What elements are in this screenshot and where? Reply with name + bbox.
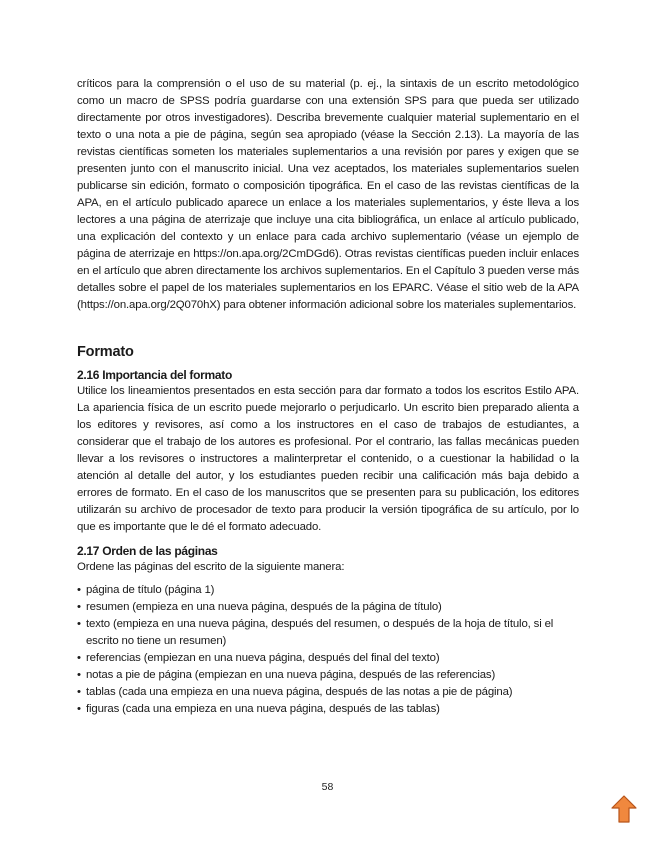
bullet-icon: •: [77, 669, 81, 681]
bullet-icon: •: [77, 703, 81, 715]
paragraph-2-17-intro: Ordene las páginas del escrito de la siguiente manera:: [77, 561, 345, 573]
list-item: • página de título (página 1): [77, 582, 579, 599]
intro-paragraph: críticos para la comprensión o el uso de su material (p. ej., la sintaxis de un escrito metodológico como un macro de SPSS podría guardarse con una extensión SPS para que pueda ser utilizado directamente por otros investigadores). Describa brevemente cualquier material suplementario en el texto o una nota a pie de página, según sea apropiado (véase la Sección 2.13). La mayoría de las revistas científicas someten los materiales suplementarios a una revisión por pares y exigen que se presenten junto con el manuscrito inicial. Una vez aceptados, los materiales suplementarios suelen publicarse sin edición, formato o composición tipográfica. En el caso de las revistas científicas de la APA, en el artículo publicado aparece un enlace a los materiales suplementarios, y éste lleva a los lectores a una página de aterrizaje que incluye una cita bibliográfica, un enlace al artículo publicado, una explicación del contexto y un enlace para cada archivo suplementario (véase un ejemplo de página de aterrizaje en https://on.apa.org/2CmDGd6). Otras revistas científicas pueden incluir enlaces en el artículo que abren directamente los archivos suplementarios. En el Capítulo 3 pueden verse más detalles sobre el papel de los materiales suplementarios en los EPARC. Véase el sitio web de la APA (https://on.apa.org/2Q070hX) para obtener información adicional sobre los materiales suplementarios.: [77, 78, 579, 311]
section-heading-formato: Formato: [77, 344, 134, 360]
list-item: • resumen (empieza en una nueva página, después de la página de título): [77, 599, 579, 616]
heading-2-17: 2.17 Orden de las páginas: [77, 544, 218, 558]
page-order-list: [77, 582, 579, 718]
list-item: • figuras (cada una empieza en una nueva página, después de las tablas): [77, 701, 579, 718]
page-number: 58: [321, 781, 334, 793]
bullet-icon: •: [77, 652, 81, 664]
document-page: [77, 76, 579, 718]
bullet-icon: •: [77, 618, 81, 630]
list-item: • referencias (empiezan en una nueva página, después del final del texto): [77, 650, 579, 667]
list-item: • texto (empieza en una nueva página, después del resumen, o después de la hoja de título, si el escrito no tiene un resumen): [77, 618, 554, 647]
bullet-icon: •: [77, 686, 81, 698]
paragraph-2-16: Utilice los lineamientos presentados en esta sección para dar formato a todos los escritos Estilo APA. La apariencia física de un escrito puede mejorarlo o perjudicarlo. Un escrito bien preparado alienta a los editores y revisores, así como a los instructores en el caso de trabajos de estudiantes, a considerar que el trabajo de los autores es profesional. Por el contrario, las fallas mecánicas pueden llevar a los revisores o instructores a malinterpretar el contenido, o a cuestionar la habilidad o la atención al detalle del autor, y los estudiantes pueden recibir una calificación más baja debido a errores de formato. En el caso de los manuscritos que se presenten para su publicación, los editores utilizarán su archivo de procesador de texto para producir la versión tipográfica de su artículo, por lo que es importante que le dé el formato adecuado.: [77, 385, 579, 533]
bullet-icon: •: [77, 584, 81, 596]
up-arrow-icon: [611, 795, 637, 823]
heading-2-16: 2.16 Importancia del formato: [77, 368, 232, 382]
list-item: • tablas (cada una empieza en una nueva página, después de las notas a pie de página): [77, 684, 579, 701]
list-item: • notas a pie de página (empiezan en una nueva página, después de las referencias): [77, 667, 579, 684]
bullet-icon: •: [77, 601, 81, 613]
back-to-top-button[interactable]: [611, 795, 637, 823]
